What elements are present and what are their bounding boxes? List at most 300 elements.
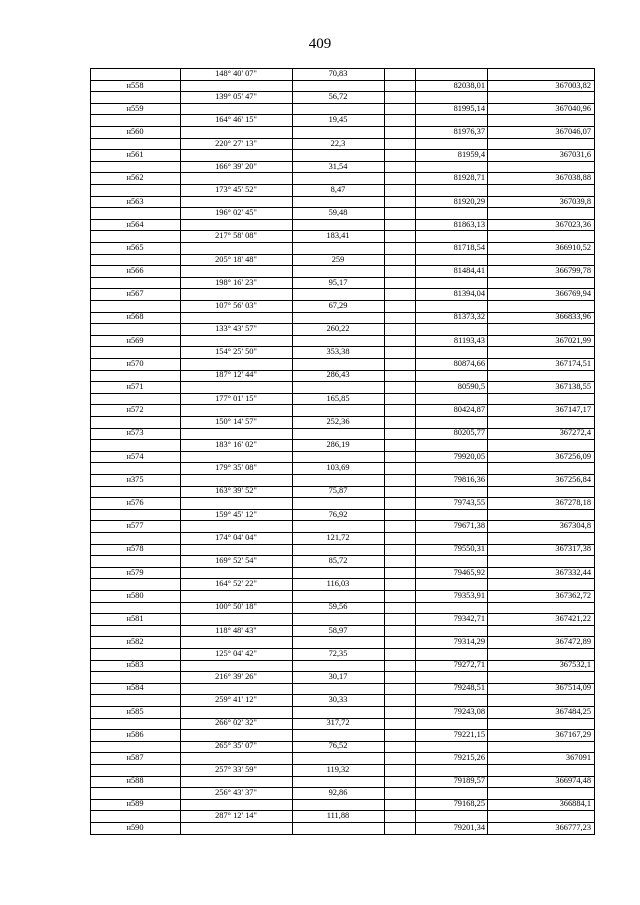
y-coordinate-cell: 367421,22: [555, 613, 591, 623]
row-rule: [90, 451, 595, 452]
direction-angle-cell: 205° 18' 48": [215, 254, 257, 264]
y-coordinate-cell: 367332,44: [555, 567, 591, 577]
row-rule: [90, 729, 595, 730]
row-rule: [90, 219, 595, 220]
direction-angle-cell: 118° 48' 43": [215, 625, 257, 635]
point-name-cell: [90, 346, 180, 358]
point-name-cell: [90, 787, 180, 799]
direction-angle-cell: [180, 590, 292, 602]
row-rule: [90, 497, 595, 498]
x-coordinate-cell: [415, 300, 487, 312]
direction-angle-cell: 266° 02' 32": [215, 718, 257, 728]
x-coordinate-cell: [415, 369, 487, 381]
direction-angle-cell: 159° 45' 12": [215, 509, 257, 519]
point-name-cell: н590: [126, 822, 144, 832]
table-row: [90, 485, 595, 497]
point-name-cell: [90, 230, 180, 242]
row-rule: [90, 103, 595, 104]
table-row: [90, 381, 595, 393]
point-name-cell: [90, 555, 180, 567]
point-name-cell: н565: [126, 242, 144, 252]
row-rule: [90, 138, 595, 139]
point-name-cell: [90, 509, 180, 521]
direction-angle-cell: 154° 25' 50": [215, 347, 257, 357]
row-rule: [90, 636, 595, 637]
point-name-cell: [90, 532, 180, 544]
row-rule: [90, 265, 595, 266]
row-rule: [90, 822, 595, 823]
point-name-cell: н568: [126, 312, 144, 322]
table-row: [90, 625, 595, 637]
table-row: [90, 416, 595, 428]
direction-angle-cell: [180, 451, 292, 463]
row-rule: [90, 312, 595, 313]
row-rule: [90, 114, 595, 115]
point-name-cell: н583: [126, 660, 144, 670]
distance-cell: [292, 497, 384, 509]
point-name-cell: н558: [126, 80, 144, 90]
table-row: [90, 300, 595, 312]
y-coordinate-cell: 367256,84: [555, 474, 591, 484]
point-name-cell: [90, 740, 180, 752]
distance-cell: 75,87: [328, 486, 348, 496]
table-row: [90, 555, 595, 567]
row-rule: [90, 625, 595, 626]
table-row: [90, 729, 595, 741]
point-name-cell: [90, 68, 180, 80]
direction-angle-cell: [180, 659, 292, 671]
row-rule: [90, 683, 595, 684]
row-rule: [90, 80, 595, 81]
distance-cell: 119,32: [326, 764, 350, 774]
distance-cell: [292, 590, 384, 602]
point-name-cell: н566: [126, 266, 144, 276]
direction-angle-cell: [180, 219, 292, 231]
y-coordinate-cell: [487, 161, 595, 173]
direction-angle-cell: 148° 40' 07": [215, 69, 257, 78]
point-name-cell: н585: [126, 706, 144, 716]
y-coordinate-cell: [487, 393, 595, 405]
direction-angle-cell: 187° 12' 44": [215, 370, 257, 380]
x-coordinate-cell: 80424,87: [453, 405, 485, 415]
point-name-cell: н572: [126, 405, 144, 415]
y-coordinate-cell: [487, 138, 595, 150]
x-coordinate-cell: 79920,05: [453, 451, 485, 461]
x-coordinate-cell: [415, 601, 487, 613]
point-name-cell: [90, 485, 180, 497]
table-row: [90, 694, 595, 706]
distance-cell: 30,33: [328, 695, 348, 705]
row-rule: [90, 91, 595, 92]
distance-cell: 72,35: [328, 648, 348, 658]
y-coordinate-cell: [487, 740, 595, 752]
point-name-cell: [90, 277, 180, 289]
distance-cell: [292, 103, 384, 115]
x-coordinate-cell: [415, 346, 487, 358]
row-rule: [90, 532, 595, 533]
point-name-cell: [90, 91, 180, 103]
direction-angle-cell: [180, 242, 292, 254]
x-coordinate-cell: [415, 787, 487, 799]
x-coordinate-cell: [415, 694, 487, 706]
distance-cell: [292, 288, 384, 300]
table-row: [90, 509, 595, 521]
x-coordinate-cell: 79342,71: [453, 613, 485, 623]
row-rule: [90, 555, 595, 556]
point-name-cell: [90, 439, 180, 451]
distance-cell: 85,72: [328, 555, 348, 565]
table-row: [90, 80, 595, 92]
table-row: [90, 358, 595, 370]
point-name-cell: н563: [126, 196, 144, 206]
distance-cell: [292, 196, 384, 208]
point-name-cell: [90, 207, 180, 219]
table-row: [90, 114, 595, 126]
x-coordinate-cell: 81484,41: [453, 266, 485, 276]
direction-angle-cell: [180, 80, 292, 92]
distance-cell: [292, 427, 384, 439]
table-row: [90, 91, 595, 103]
row-rule: [90, 439, 595, 440]
distance-cell: [292, 219, 384, 231]
y-coordinate-cell: 367272,4: [559, 428, 591, 438]
distance-cell: [292, 149, 384, 161]
y-coordinate-cell: 367021,99: [555, 335, 591, 345]
point-name-cell: н584: [126, 683, 144, 693]
row-rule: [90, 323, 595, 324]
table-row: [90, 671, 595, 683]
direction-angle-cell: [180, 126, 292, 138]
y-coordinate-cell: 367138,55: [555, 382, 591, 392]
row-rule: [90, 509, 595, 510]
y-coordinate-cell: 366777,23: [555, 822, 591, 832]
y-coordinate-cell: 367038,88: [555, 173, 591, 183]
x-coordinate-cell: 79215,26: [453, 753, 485, 763]
direction-angle-cell: [180, 427, 292, 439]
table-row: [90, 775, 595, 787]
row-rule: [90, 799, 595, 800]
direction-angle-cell: 259° 41' 12": [215, 695, 257, 705]
y-coordinate-cell: 367278,18: [555, 497, 591, 507]
distance-cell: [292, 613, 384, 625]
direction-angle-cell: 216° 39' 26": [215, 671, 257, 681]
table-row: [90, 230, 595, 242]
direction-angle-cell: [180, 172, 292, 184]
x-coordinate-cell: [415, 161, 487, 173]
distance-cell: 8,47: [330, 184, 346, 194]
x-coordinate-cell: [415, 764, 487, 776]
table-row: [90, 717, 595, 729]
distance-cell: [292, 404, 384, 416]
distance-cell: [292, 520, 384, 532]
row-rule: [90, 694, 595, 695]
direction-angle-cell: 125° 04' 42": [215, 648, 257, 658]
x-coordinate-cell: [415, 138, 487, 150]
x-coordinate-cell: 81193,43: [453, 335, 485, 345]
direction-angle-cell: [180, 381, 292, 393]
table-row: [90, 532, 595, 544]
row-rule: [90, 358, 595, 359]
table-row: [90, 752, 595, 764]
distance-cell: 59,48: [328, 208, 348, 218]
point-name-cell: [90, 625, 180, 637]
x-coordinate-cell: [415, 648, 487, 660]
point-name-cell: [90, 161, 180, 173]
table-row: [90, 323, 595, 335]
distance-cell: [292, 752, 384, 764]
point-name-cell: н582: [126, 637, 144, 647]
row-rule: [90, 602, 595, 603]
point-name-cell: н588: [126, 776, 144, 786]
y-coordinate-cell: 366799,78: [555, 266, 591, 276]
direction-angle-cell: [180, 311, 292, 323]
direction-angle-cell: [180, 497, 292, 509]
y-coordinate-cell: 367256,09: [555, 451, 591, 461]
row-rule: [90, 590, 595, 591]
point-name-cell: [90, 393, 180, 405]
x-coordinate-cell: 81373,32: [453, 312, 485, 322]
table-row: [90, 543, 595, 555]
y-coordinate-cell: [487, 300, 595, 312]
distance-cell: 31,54: [328, 161, 348, 171]
row-rule: [90, 578, 595, 579]
y-coordinate-cell: 367091: [565, 753, 591, 763]
table-row: [90, 601, 595, 613]
table-row: [90, 254, 595, 266]
distance-cell: 19,45: [328, 115, 348, 125]
point-name-cell: [90, 694, 180, 706]
x-coordinate-cell: [415, 114, 487, 126]
y-coordinate-cell: [487, 764, 595, 776]
y-coordinate-cell: 367147,17: [555, 405, 591, 415]
x-coordinate-cell: 81394,04: [453, 289, 485, 299]
distance-cell: 67,29: [328, 300, 348, 310]
distance-cell: [292, 311, 384, 323]
point-name-cell: н576: [126, 497, 144, 507]
direction-angle-cell: 287° 12' 14": [215, 811, 257, 820]
distance-cell: 58,97: [328, 625, 348, 635]
x-coordinate-cell: 79201,34: [453, 822, 485, 832]
x-coordinate-cell: [415, 509, 487, 521]
y-coordinate-cell: 367484,25: [555, 706, 591, 716]
row-rule: [90, 810, 595, 811]
x-coordinate-cell: 82038,01: [453, 80, 485, 90]
row-rule: [90, 764, 595, 765]
distance-cell: 353,38: [326, 347, 350, 357]
y-coordinate-cell: [487, 671, 595, 683]
table-row: [90, 242, 595, 254]
point-name-cell: [90, 810, 180, 822]
direction-angle-cell: [180, 682, 292, 694]
distance-cell: [292, 172, 384, 184]
row-rule: [90, 567, 595, 568]
x-coordinate-cell: [415, 810, 487, 822]
y-coordinate-cell: 367514,09: [555, 683, 591, 693]
point-name-cell: н579: [126, 567, 144, 577]
row-rule: [90, 254, 595, 255]
direction-angle-cell: 133° 43' 57": [215, 324, 257, 334]
y-coordinate-cell: [487, 648, 595, 660]
direction-angle-cell: [180, 149, 292, 161]
x-coordinate-cell: [415, 254, 487, 266]
y-coordinate-cell: [487, 485, 595, 497]
table-row: [90, 798, 595, 810]
distance-cell: [292, 706, 384, 718]
direction-angle-cell: [180, 636, 292, 648]
table-row: [90, 311, 595, 323]
x-coordinate-cell: [415, 323, 487, 335]
table-row: [90, 764, 595, 776]
row-rule: [90, 416, 595, 417]
table-row: [90, 613, 595, 625]
distance-cell: [292, 729, 384, 741]
row-rule: [90, 288, 595, 289]
point-name-cell: н567: [126, 289, 144, 299]
direction-angle-cell: 196° 02' 45": [215, 208, 257, 218]
table-row: [90, 474, 595, 486]
distance-cell: 56,72: [328, 92, 348, 102]
direction-angle-cell: 198° 16' 23": [215, 277, 257, 287]
distance-cell: 121,72: [326, 532, 350, 542]
x-coordinate-cell: [415, 439, 487, 451]
x-coordinate-cell: [415, 578, 487, 590]
table-row: [90, 219, 595, 231]
distance-cell: 22,3: [330, 138, 346, 148]
x-coordinate-cell: [415, 740, 487, 752]
point-name-cell: н587: [126, 753, 144, 763]
x-coordinate-cell: 79465,92: [453, 567, 485, 577]
x-coordinate-cell: [415, 68, 487, 80]
row-rule: [90, 161, 595, 162]
row-rule: [90, 300, 595, 301]
distance-cell: 103,69: [326, 463, 350, 473]
direction-angle-cell: [180, 798, 292, 810]
x-coordinate-cell: 79816,36: [453, 474, 485, 484]
distance-cell: [292, 381, 384, 393]
table-row: [90, 648, 595, 660]
row-rule: [90, 660, 595, 661]
x-coordinate-cell: [415, 532, 487, 544]
table-row: [90, 393, 595, 405]
x-coordinate-cell: [415, 393, 487, 405]
row-rule: [90, 462, 595, 463]
distance-cell: 70,83: [328, 69, 348, 78]
direction-angle-cell: 100° 50' 18": [215, 602, 257, 612]
distance-cell: 30,17: [328, 671, 348, 681]
row-rule: [90, 172, 595, 173]
point-name-cell: н581: [126, 613, 144, 623]
row-rule: [90, 196, 595, 197]
x-coordinate-cell: [415, 277, 487, 289]
row-rule: [90, 335, 595, 336]
x-coordinate-cell: 79248,51: [453, 683, 485, 693]
row-rule: [90, 428, 595, 429]
y-coordinate-cell: [487, 509, 595, 521]
row-rule: [90, 242, 595, 243]
direction-angle-cell: 220° 27' 13": [215, 138, 257, 148]
y-coordinate-cell: [487, 532, 595, 544]
y-coordinate-cell: [487, 717, 595, 729]
y-coordinate-cell: [487, 68, 595, 80]
y-coordinate-cell: [487, 277, 595, 289]
table-row: [90, 288, 595, 300]
distance-cell: 116,03: [326, 579, 350, 589]
y-coordinate-cell: [487, 625, 595, 637]
row-rule: [90, 474, 595, 475]
x-coordinate-cell: [415, 625, 487, 637]
row-rule: [90, 776, 595, 777]
distance-cell: 317,72: [326, 718, 350, 728]
y-coordinate-cell: 367003,82: [555, 80, 591, 90]
distance-cell: 252,36: [326, 416, 350, 426]
row-rule: [90, 486, 595, 487]
point-name-cell: [90, 601, 180, 613]
direction-angle-cell: 139° 05' 47": [215, 92, 257, 102]
row-rule: [90, 277, 595, 278]
y-coordinate-cell: 367362,72: [555, 590, 591, 600]
row-rule: [90, 544, 595, 545]
direction-angle-cell: 177° 01' 15": [215, 393, 257, 403]
direction-angle-cell: 166° 39' 20": [215, 161, 257, 171]
distance-cell: [292, 474, 384, 486]
y-coordinate-cell: [487, 810, 595, 822]
direction-angle-cell: 150° 14' 57": [215, 416, 257, 426]
row-rule: [90, 126, 595, 127]
table-row: [90, 149, 595, 161]
table-row: [90, 196, 595, 208]
point-name-cell: [90, 323, 180, 335]
row-rule: [90, 834, 595, 835]
point-name-cell: [90, 462, 180, 474]
row-rule: [90, 520, 595, 521]
point-name-cell: [90, 138, 180, 150]
x-coordinate-cell: [415, 485, 487, 497]
point-name-cell: н564: [126, 219, 144, 229]
x-coordinate-cell: [415, 717, 487, 729]
y-coordinate-cell: [487, 694, 595, 706]
x-coordinate-cell: 80590,5: [457, 382, 485, 392]
point-name-cell: н573: [126, 428, 144, 438]
y-coordinate-cell: [487, 323, 595, 335]
point-name-cell: н578: [126, 544, 144, 554]
distance-cell: 259: [331, 254, 345, 264]
x-coordinate-cell: 79243,08: [453, 706, 485, 716]
x-coordinate-cell: 81928,71: [453, 173, 485, 183]
y-coordinate-cell: [487, 787, 595, 799]
x-coordinate-cell: 80205,77: [453, 428, 485, 438]
table-row: [90, 126, 595, 138]
point-name-cell: н586: [126, 729, 144, 739]
y-coordinate-cell: 367304,8: [559, 521, 591, 531]
distance-cell: 92,86: [328, 787, 348, 797]
direction-angle-cell: 256° 43' 37": [215, 787, 257, 797]
distance-cell: [292, 543, 384, 555]
row-rule: [90, 706, 595, 707]
point-name-cell: [90, 671, 180, 683]
direction-angle-cell: [180, 752, 292, 764]
direction-angle-cell: [180, 358, 292, 370]
point-name-cell: н574: [126, 451, 144, 461]
table-row: [90, 184, 595, 196]
point-name-cell: [90, 578, 180, 590]
direction-angle-cell: [180, 474, 292, 486]
x-coordinate-cell: 79550,31: [453, 544, 485, 554]
x-coordinate-cell: 79743,55: [453, 497, 485, 507]
distance-cell: 286,19: [326, 440, 350, 449]
point-name-cell: [90, 648, 180, 660]
table-row: [90, 138, 595, 150]
table-row: [90, 659, 595, 671]
